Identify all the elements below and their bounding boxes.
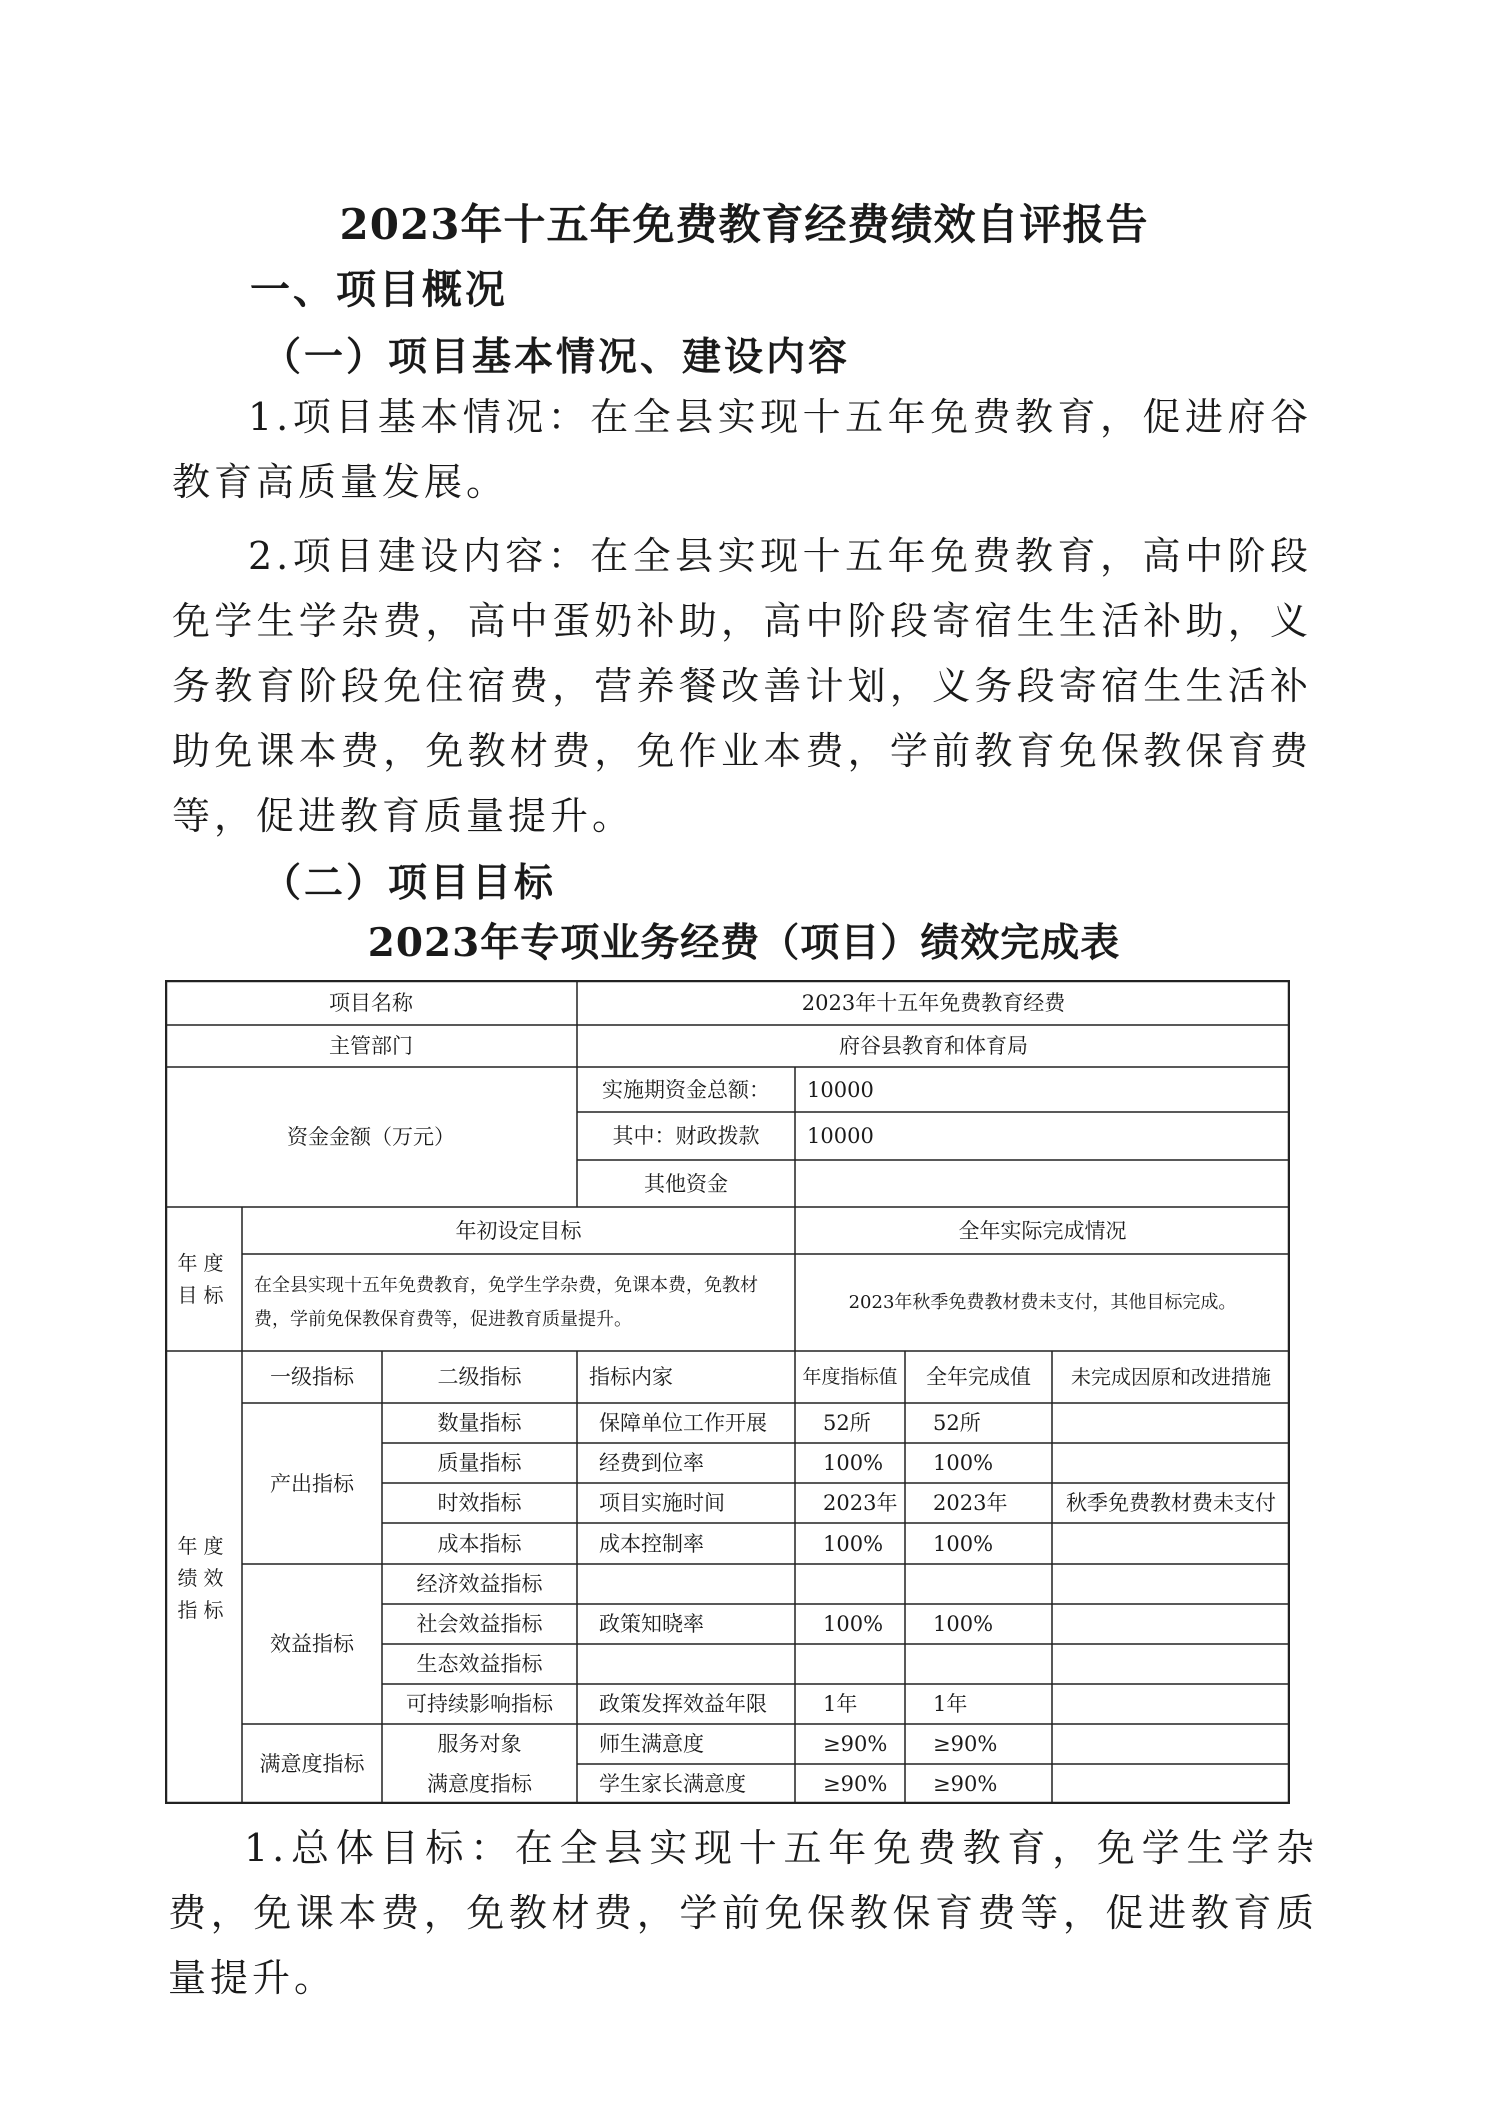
row-content: 政策发挥效益年限: [599, 1692, 767, 1716]
row-completed-value: ≥90%: [933, 1772, 998, 1796]
initial-goal-text: 在全县实现十五年免费教育，免学生学杂费，免课本费，免教材费，学前免保教保育费等，促进教育质量提升。: [254, 1274, 758, 1330]
row-completed-value: ≥90%: [933, 1732, 998, 1756]
paragraph-basic-info: 1.项目基本情况：在全县实现十五年免费教育，促进府谷教育高质量发展。: [172, 395, 1312, 504]
row-content: 学生家长满意度: [599, 1772, 746, 1796]
group-benefit: 效益指标: [270, 1632, 354, 1656]
header-level2: 二级指标: [437, 1365, 522, 1389]
row-annual-value: ≥90%: [823, 1732, 888, 1756]
header-completed-value: 全年完成值: [926, 1365, 1031, 1389]
dept-value: 府谷县教育和体育局: [839, 1034, 1028, 1058]
row-completed-value: 100%: [933, 1612, 994, 1636]
table-title: 2023年专项业务经费（项目）绩效完成表: [367, 920, 1121, 966]
row-reason: [1052, 1644, 1290, 1684]
row-completed-value: 52所: [933, 1411, 981, 1435]
group-output: 产出指标: [270, 1471, 354, 1496]
row-completed-value: 1年: [933, 1692, 968, 1716]
row-completed-value: 100%: [933, 1451, 994, 1475]
row-content: 成本控制率: [599, 1531, 704, 1556]
row-annual-value: 1年: [823, 1692, 858, 1716]
row-content: 经费到位率: [599, 1451, 704, 1475]
row-level2: 质量指标: [437, 1451, 522, 1475]
initial-goal-header: 年初设定目标: [455, 1218, 582, 1243]
row-level2: 数量指标: [437, 1411, 522, 1435]
row-annual-value: 100%: [823, 1612, 884, 1636]
fund-other-value: [795, 1160, 1290, 1207]
dept-label: 主管部门: [329, 1034, 413, 1058]
row-content: [577, 1644, 795, 1684]
document-title: 2023年十五年免费教育经费绩效自评报告: [339, 200, 1149, 249]
perf-label: 年度绩效指标: [177, 1533, 230, 1622]
actual-header: 全年实际完成情况: [958, 1218, 1127, 1243]
performance-table: [165, 980, 1290, 1804]
row-reason: [1052, 1724, 1290, 1764]
actual-text: 2023年秋季免费教材费未支付，其他目标完成。: [848, 1291, 1237, 1313]
row-level2: 社会效益指标: [416, 1612, 543, 1636]
subsection-heading-basic: （一）项目基本情况、建设内容: [262, 334, 851, 380]
header-content: 指标内家: [589, 1365, 673, 1389]
fund-label: 资金金额（万元）: [287, 1125, 455, 1149]
row-reason: [1052, 1764, 1290, 1804]
row-completed-value: 100%: [933, 1531, 994, 1556]
row-reason: [1052, 1523, 1290, 1564]
project-name-value: 2023年十五年免费教育经费: [801, 990, 1066, 1015]
row-annual-value: [795, 1644, 905, 1684]
fund-total-label: 实施期资金总额：: [602, 1077, 770, 1102]
row-level2: 服务对象: [437, 1732, 522, 1756]
section-heading-overview: 一、项目概况: [250, 266, 508, 313]
row-annual-value: 52所: [823, 1411, 871, 1435]
row-completed-value: [905, 1564, 1052, 1604]
row-level2: 生态效益指标: [416, 1652, 543, 1676]
row-level2: 成本指标: [437, 1531, 522, 1556]
row-level2: 满意度指标: [427, 1772, 532, 1796]
project-name-label: 项目名称: [329, 990, 413, 1015]
header-annual-value: 年度指标值: [802, 1366, 898, 1388]
row-reason: [1052, 1684, 1290, 1724]
row-level2: 时效指标: [437, 1491, 522, 1515]
fund-other-label: 其他资金: [644, 1171, 728, 1196]
subsection-heading-goals: （二）项目目标: [262, 860, 557, 906]
header-level1: 一级指标: [270, 1365, 354, 1389]
row-reason: [1052, 1564, 1290, 1604]
row-reason: [1052, 1443, 1290, 1483]
row-content: 项目实施时间: [599, 1491, 725, 1515]
annual-goal-label: 年度目标: [177, 1251, 230, 1307]
fund-total-value: 10000: [807, 1077, 874, 1102]
row-content: 师生满意度: [599, 1732, 704, 1756]
row-reason: 秋季免费教材费未支付: [1066, 1491, 1276, 1515]
row-level2: 可持续影响指标: [406, 1692, 553, 1716]
group-satisfaction: 满意度指标: [259, 1752, 365, 1776]
fund-fiscal-label: 其中：财政拨款: [612, 1124, 760, 1148]
row-content: [577, 1564, 795, 1604]
row-annual-value: [795, 1564, 905, 1604]
row-reason: [1052, 1403, 1290, 1443]
header-reason: 未完成因原和改进措施: [1071, 1365, 1271, 1389]
fund-fiscal-value: 10000: [807, 1124, 874, 1148]
row-content: 政策知晓率: [599, 1612, 704, 1636]
row-completed-value: 2023年: [933, 1491, 1008, 1515]
row-annual-value: 100%: [823, 1531, 884, 1556]
row-annual-value: 100%: [823, 1451, 884, 1475]
row-content: 保障单位工作开展: [599, 1411, 767, 1435]
paragraph-overall-goal: 1.总体目标：在全县实现十五年免费教育，免学生学杂费，免课本费，免教材费，学前免保教保育费等，促进教育质量提升。: [168, 1826, 1318, 2000]
row-level2: 经济效益指标: [416, 1572, 543, 1596]
row-reason: [1052, 1604, 1290, 1644]
row-annual-value: ≥90%: [823, 1772, 888, 1796]
paragraph-construction: 2.项目建设内容：在全县实现十五年免费教育，高中阶段免学生学杂费，高中蛋奶补助，高中阶段寄宿生生活补助，义务教育阶段免住宿费，营养餐改善计划，义务段寄宿生生活补助免课本费，免教材费，免作业本费，学前教育免保教保育费等，促进教育质量提升。: [172, 534, 1312, 838]
row-annual-value: 2023年: [823, 1491, 898, 1515]
row-completed-value: [905, 1644, 1052, 1684]
